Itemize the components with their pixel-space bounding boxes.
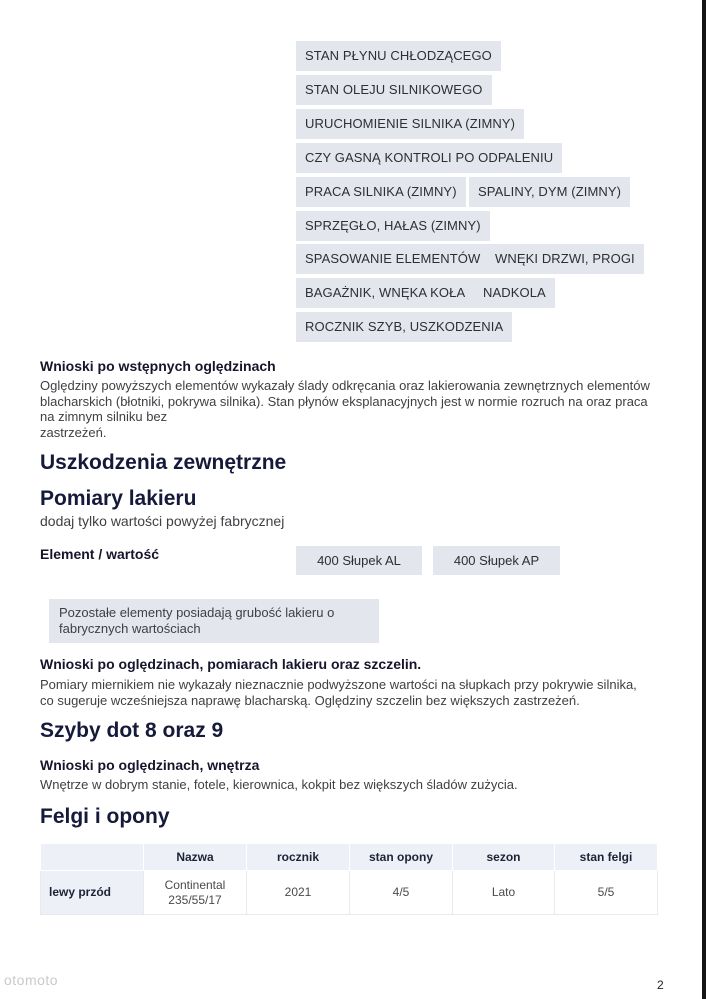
column-header-rim-condition: stan felgi [555, 844, 658, 871]
note-line: Pozostałe elementy posiadają grubość lakieru o [59, 605, 335, 620]
column-header-year: rocznik [247, 844, 350, 871]
text-line: Pomiary miernikiem nie wykazały nieznacznie podwyższone wartości na słupkach przy pokrywie silnika, [40, 677, 637, 692]
glass-heading: Szyby dot 8 oraz 9 [40, 719, 224, 742]
year-cell: 2021 [247, 871, 350, 915]
paint-value-pillar-ap: 400 Słupek AP [433, 546, 560, 575]
initial-conclusions-heading: Wnioski po wstępnych oględzinach [40, 358, 276, 374]
tag-warning-lights: CZY GASNĄ KONTROLI PO ODPALENIU [296, 143, 562, 173]
text-line: co sugeruje wcześniejsza naprawę blacharską. Oględziny szczelin bez większych zastrzeżeń. [40, 692, 580, 708]
external-damage-heading: Uszkodzenia zewnętrzne [40, 451, 287, 474]
column-header-tire-condition: stan opony [350, 844, 453, 871]
note-line: fabrycznych wartościach [59, 621, 201, 636]
tag-exhaust-smoke: SPALINY, DYM (ZIMNY) [469, 177, 630, 207]
rim-condition-cell: 5/5 [555, 871, 658, 915]
column-header-name: Nazwa [144, 844, 247, 871]
tires-heading: Felgi i opony [40, 805, 170, 828]
tag-wheel-arches: NADKOLA [474, 278, 555, 308]
text-line: blacharskich (błotniki, pokrywa silnika). Stan płynów eksplanacyjnych jest w normie rozruch na oraz praca [40, 393, 648, 409]
paint-heading: Pomiary lakieru [40, 487, 197, 510]
table-header-row [41, 844, 658, 871]
tag-engine-start-cold: URUCHOMIENIE SILNIKA (ZIMNY) [296, 109, 524, 139]
paint-value-pillar-al: 400 Słupek AL [296, 546, 422, 575]
interior-text: Wnętrze w dobrym stanie, fotele, kierownica, kokpit bez większych śladów zużycia. [40, 777, 518, 792]
tag-coolant: STAN PŁYNU CHŁODZĄCEGO [296, 41, 501, 71]
tires-table [40, 843, 658, 915]
page-edge [702, 0, 706, 999]
tire-name-cell [144, 871, 247, 915]
table-row [41, 871, 658, 915]
text-line: zastrzeżeń. [40, 424, 107, 440]
tag-glass-year: ROCZNIK SZYB, USZKODZENIA [296, 312, 512, 342]
tag-clutch-noise: SPRZĘGŁO, HAŁAS (ZIMNY) [296, 211, 490, 241]
tire-brand: Continental [164, 877, 226, 892]
tire-size: 235/55/17 [168, 892, 222, 907]
tag-door-recesses: WNĘKI DRZWI, PROGI [486, 244, 644, 274]
column-header [41, 844, 144, 871]
tag-engine-work-cold: PRACA SILNIKA (ZIMNY) [296, 177, 466, 207]
row-label: lewy przód [41, 871, 144, 915]
text-line: na zimnym silniku bez [40, 409, 168, 424]
watermark-logo: otomoto [4, 972, 59, 988]
tire-condition-cell: 4/5 [350, 871, 453, 915]
paint-conclusions-text [40, 677, 665, 708]
paint-note [49, 599, 379, 643]
column-header-season: sezon [453, 844, 555, 871]
tag-trunk-wheel-well: BAGAŻNIK, WNĘKA KOŁA [296, 278, 474, 308]
interior-heading: Wnioski po oględzinach, wnętrza [40, 757, 260, 773]
initial-conclusions-text [40, 378, 665, 440]
element-value-label: Element / wartość [40, 546, 160, 562]
page-number: 2 [657, 978, 664, 992]
paint-subtitle: dodaj tylko wartości powyżej fabrycznej [40, 513, 285, 529]
paint-conclusions-heading: Wnioski po oględzinach, pomiarach lakieru oraz szczelin. [40, 656, 422, 672]
season-cell: Lato [453, 871, 555, 915]
tag-engine-oil: STAN OLEJU SILNIKOWEGO [296, 75, 492, 105]
tag-panel-fit: SPASOWANIE ELEMENTÓW [296, 244, 489, 274]
text-line: Oględziny powyższych elementów wykazały ślady odkręcania oraz lakierowania zewnętrznych elementów [40, 378, 650, 393]
